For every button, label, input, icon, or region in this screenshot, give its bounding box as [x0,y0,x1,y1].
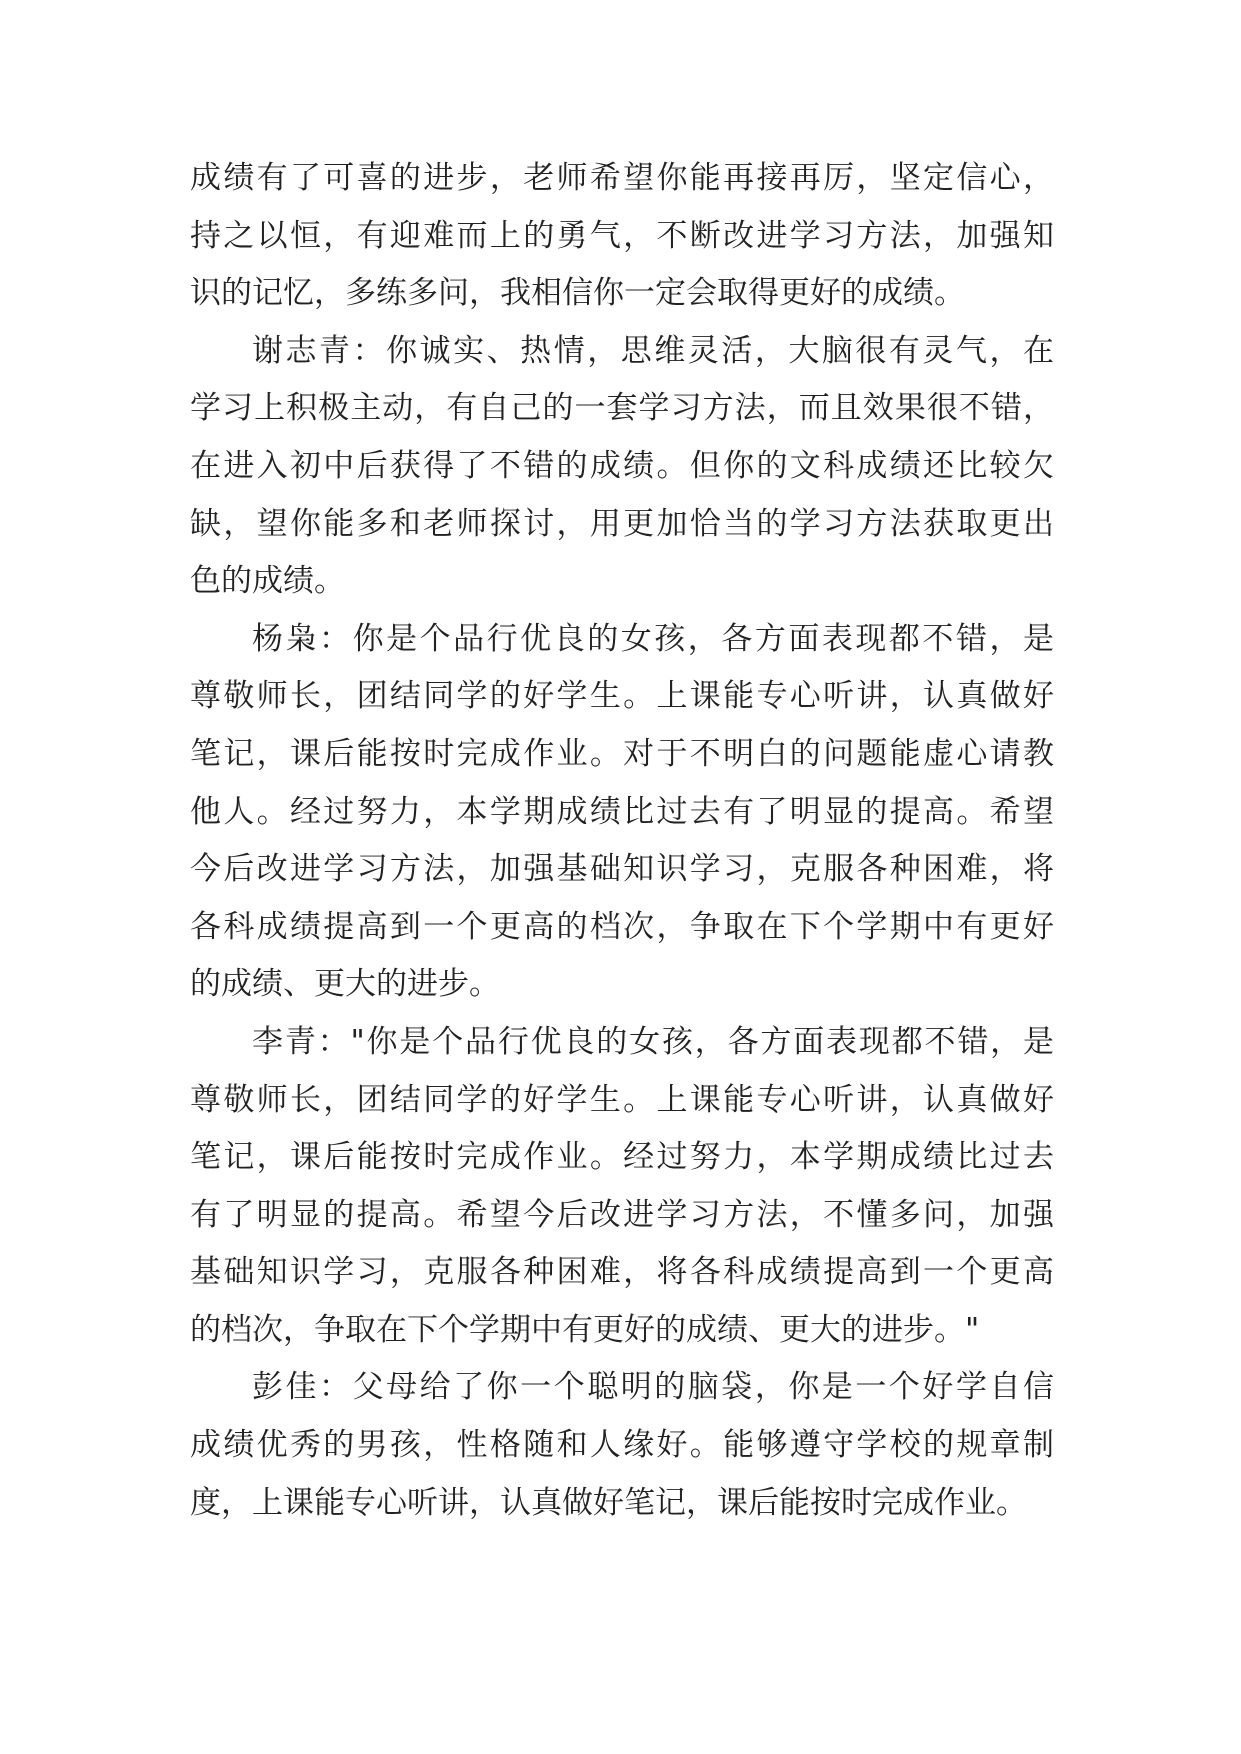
text-line: 的成绩、更大的进步。 [190,966,500,1003]
text-line: 成绩优秀的男孩，性格随和人缘好。能够遵守学校的规章制 [190,1427,1054,1464]
text-line: 有了明显的提高。希望今后改进学习方法，不懂多问，加强 [190,1196,1054,1233]
text-line: 笔记，课后能按时完成作业。对于不明白的问题能虚心请教 [190,735,1054,772]
text-line: 尊敬师长，团结同学的好学生。上课能专心听讲，认真做好 [190,678,1054,715]
text-line: 成绩有了可喜的进步，老师希望你能再接再厉，坚定信心， [190,160,1054,196]
text-line: 在进入初中后获得了不错的成绩。但你的文科成绩还比较欠 [190,447,1054,484]
text-line: 谢志青：你诚实、热情，思维灵活，大脑很有灵气，在 [252,332,1054,369]
text-line: 今后改进学习方法，加强基础知识学习，克服各种困难，将 [190,851,1054,888]
text-line: 持之以恒，有迎难而上的勇气，不断改进学习方法，加强知 [190,217,1054,254]
document-page [190,150,1054,1532]
text-line: 学习上积极主动，有自己的一套学习方法，而且效果很不错， [190,390,1054,427]
text-line: 各科成绩提高到一个更高的档次，争取在下个学期中有更好 [190,908,1054,945]
text-line: 的档次，争取在下个学期中有更好的成绩、更大的进步。" [190,1311,980,1348]
text-line: 度，上课能专心听讲，认真做好笔记，课后能按时完成作业。 [190,1484,1027,1521]
text-line: 缺，望你能多和老师探讨，用更加恰当的学习方法获取更出 [190,505,1054,542]
text-line: 杨枭：你是个品行优良的女孩，各方面表现都不错，是 [252,620,1054,657]
text-line: 识的记忆，多练多问，我相信你一定会取得更好的成绩。 [190,275,965,312]
text-line: 李青："你是个品行优良的女孩，各方面表现都不错，是 [252,1023,1054,1060]
text-line: 笔记，课后能按时完成作业。经过努力，本学期成绩比过去 [190,1139,1054,1176]
text-line: 他人。经过努力，本学期成绩比过去有了明显的提高。希望 [190,793,1054,830]
text-line: 尊敬师长，团结同学的好学生。上课能专心听讲，认真做好 [190,1081,1054,1118]
text-line: 基础知识学习，克服各种困难，将各科成绩提高到一个更高 [190,1254,1054,1291]
text-line: 彭佳：父母给了你一个聪明的脑袋，你是一个好学自信 [252,1369,1054,1406]
text-line: 色的成绩。 [190,563,345,600]
